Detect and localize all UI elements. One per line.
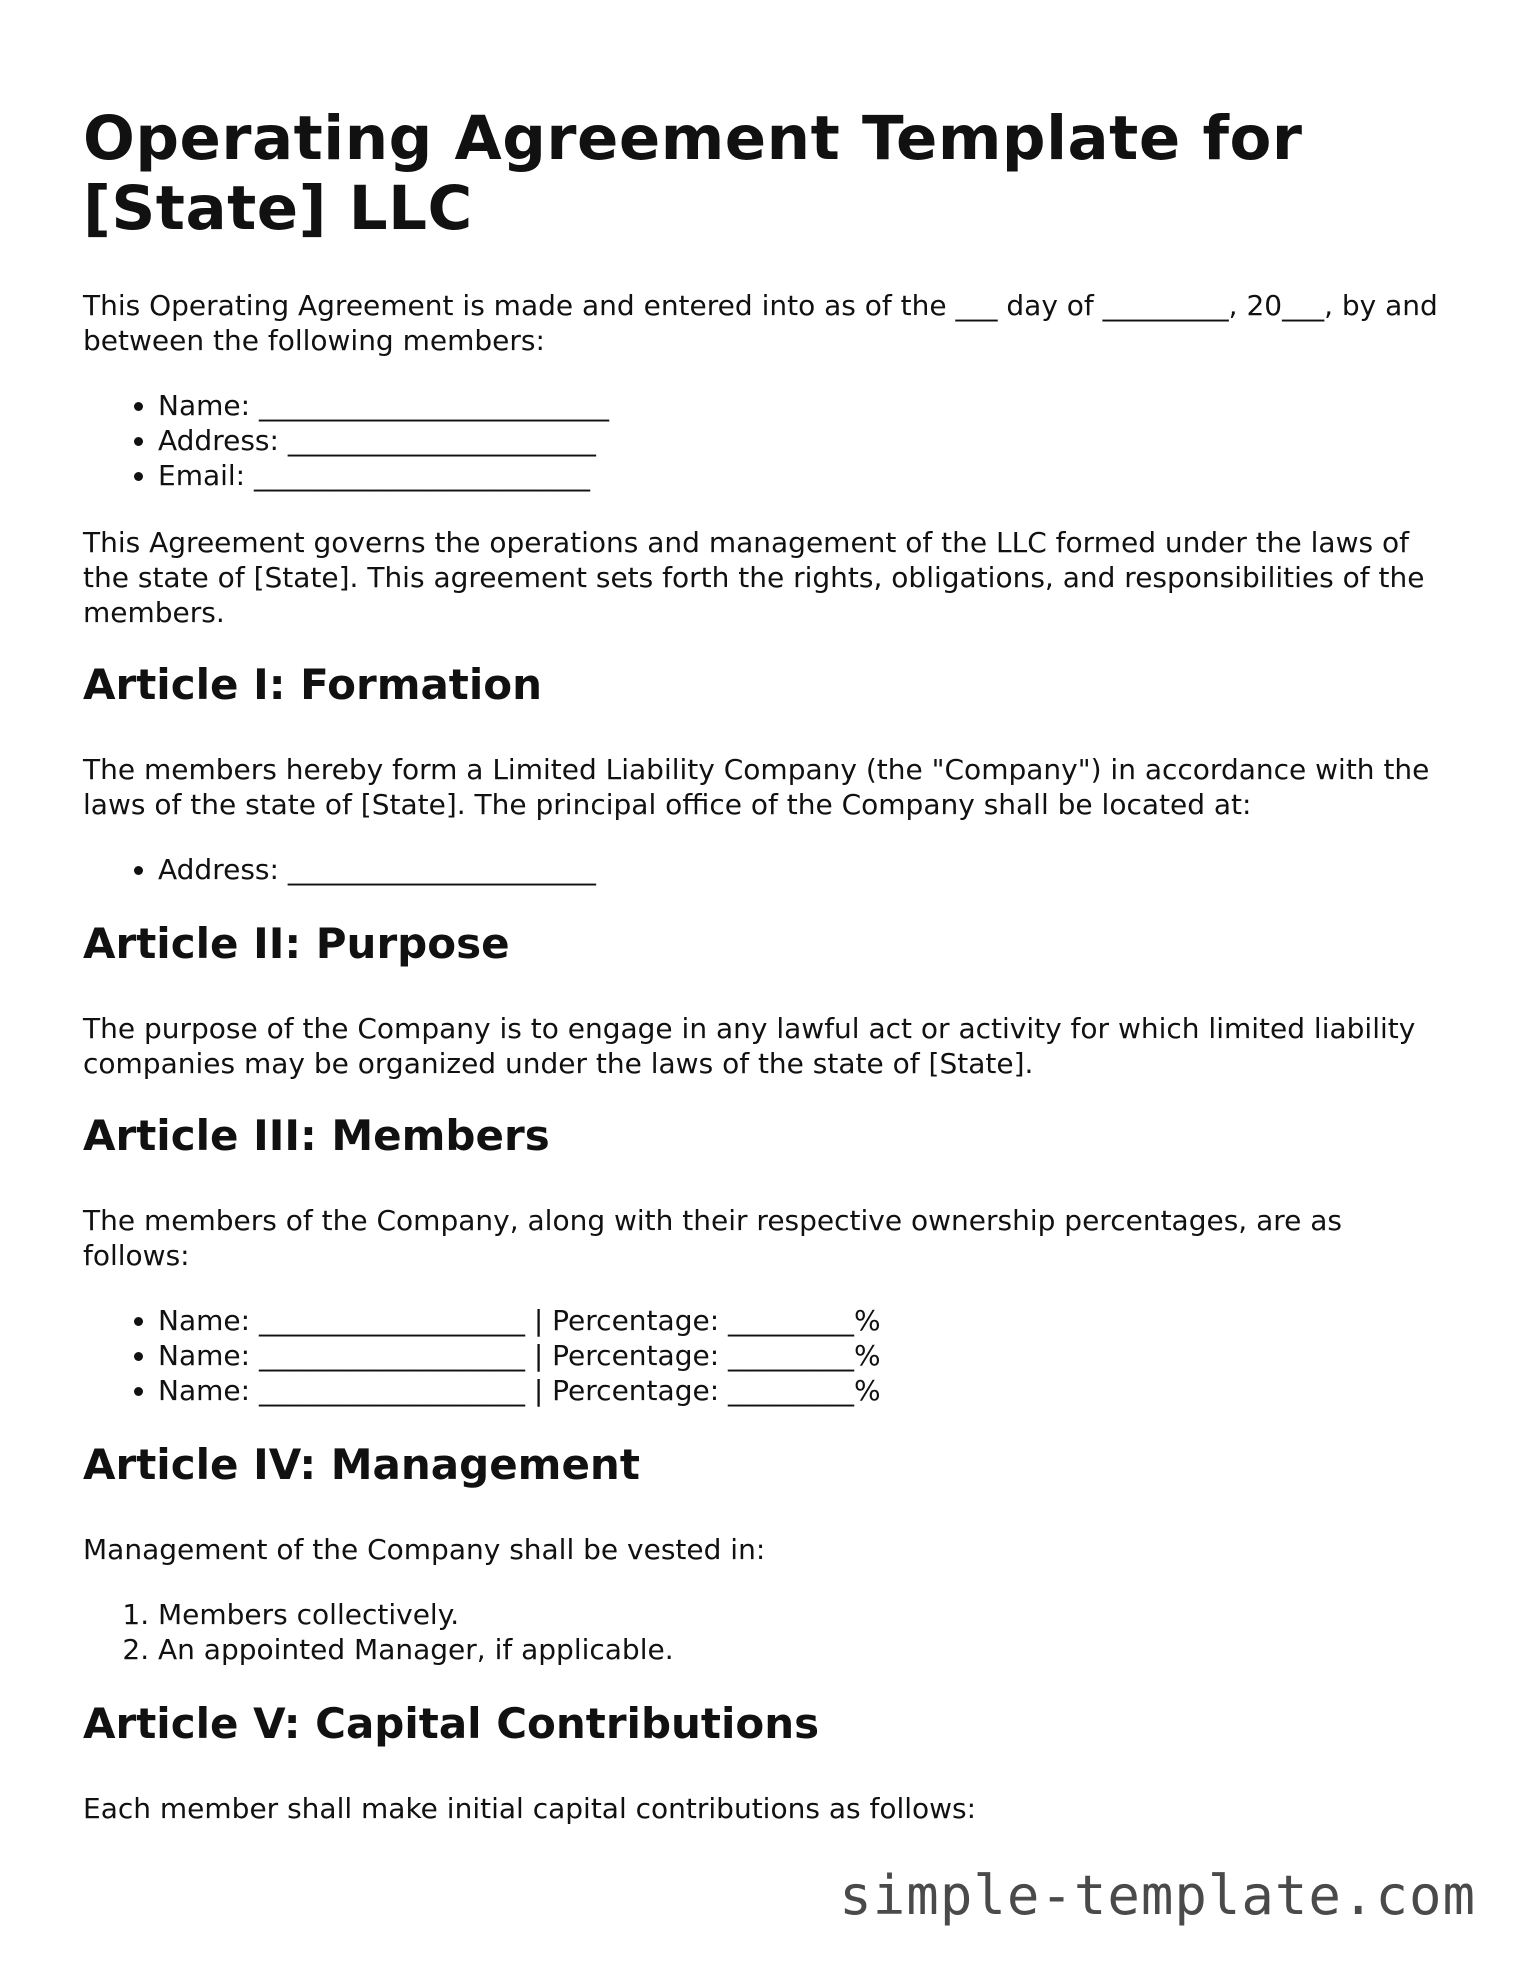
article-3-heading: Article III: Members	[83, 1111, 550, 1160]
article-3-text: The members of the Company, along with their respective ownership percentages, are as follows:	[83, 1204, 1343, 1272]
watermark: simple-template.com	[839, 1864, 1476, 1927]
article-1-list	[83, 852, 1443, 887]
intro-paragraph: This Operating Agreement is made and entered into as of the ___ day of _________, 20___, by and between the following members:	[83, 289, 1438, 357]
article-1-text: The members hereby form a Limited Liability Company (the "Company") in accordance with the laws of the state of [State]. The principal office of the Company shall be located at:	[83, 753, 1430, 821]
article-2-text: The purpose of the Company is to engage in any lawful act or activity for which limited liability companies may be organized under the laws of the state of [State].	[83, 1012, 1416, 1080]
member-fields-list	[83, 388, 1443, 493]
article-5-heading: Article V: Capital Contributions	[83, 1699, 820, 1748]
governs-paragraph: This Agreement governs the operations and management of the LLC formed under the laws of the state of [State]. This agreement sets forth the rights, obligations, and responsibilities of the members.	[83, 526, 1425, 629]
article-2-heading: Article II: Purpose	[83, 919, 510, 968]
article-4-heading: Article IV: Management	[83, 1440, 640, 1489]
member-address-field: • Address: ______________________	[158, 423, 1443, 458]
management-option: 1. Members collectively.	[158, 1597, 1443, 1632]
document-title: Operating Agreement Template for [State] LLC	[83, 103, 1303, 244]
document-page	[83, 104, 1443, 1856]
article-4-text: Management of the Company shall be vested in:	[83, 1533, 766, 1566]
member-name-field: • Name: _________________________	[158, 388, 1443, 423]
management-options-list	[83, 1597, 1443, 1667]
management-option: 2. An appointed Manager, if applicable.	[158, 1632, 1443, 1667]
member-email-field: • Email: ________________________	[158, 458, 1443, 493]
article-1-heading: Article I: Formation	[83, 660, 543, 709]
ownership-list	[83, 1303, 1443, 1408]
article-5-text: Each member shall make initial capital contributions as follows:	[83, 1792, 977, 1825]
ownership-row: • Name: ___________________ | Percentage: _________%	[158, 1303, 1443, 1338]
ownership-row: • Name: ___________________ | Percentage: _________%	[158, 1338, 1443, 1373]
ownership-row: • Name: ___________________ | Percentage: _________%	[158, 1373, 1443, 1408]
office-address-field: • Address: ______________________	[158, 852, 1443, 887]
